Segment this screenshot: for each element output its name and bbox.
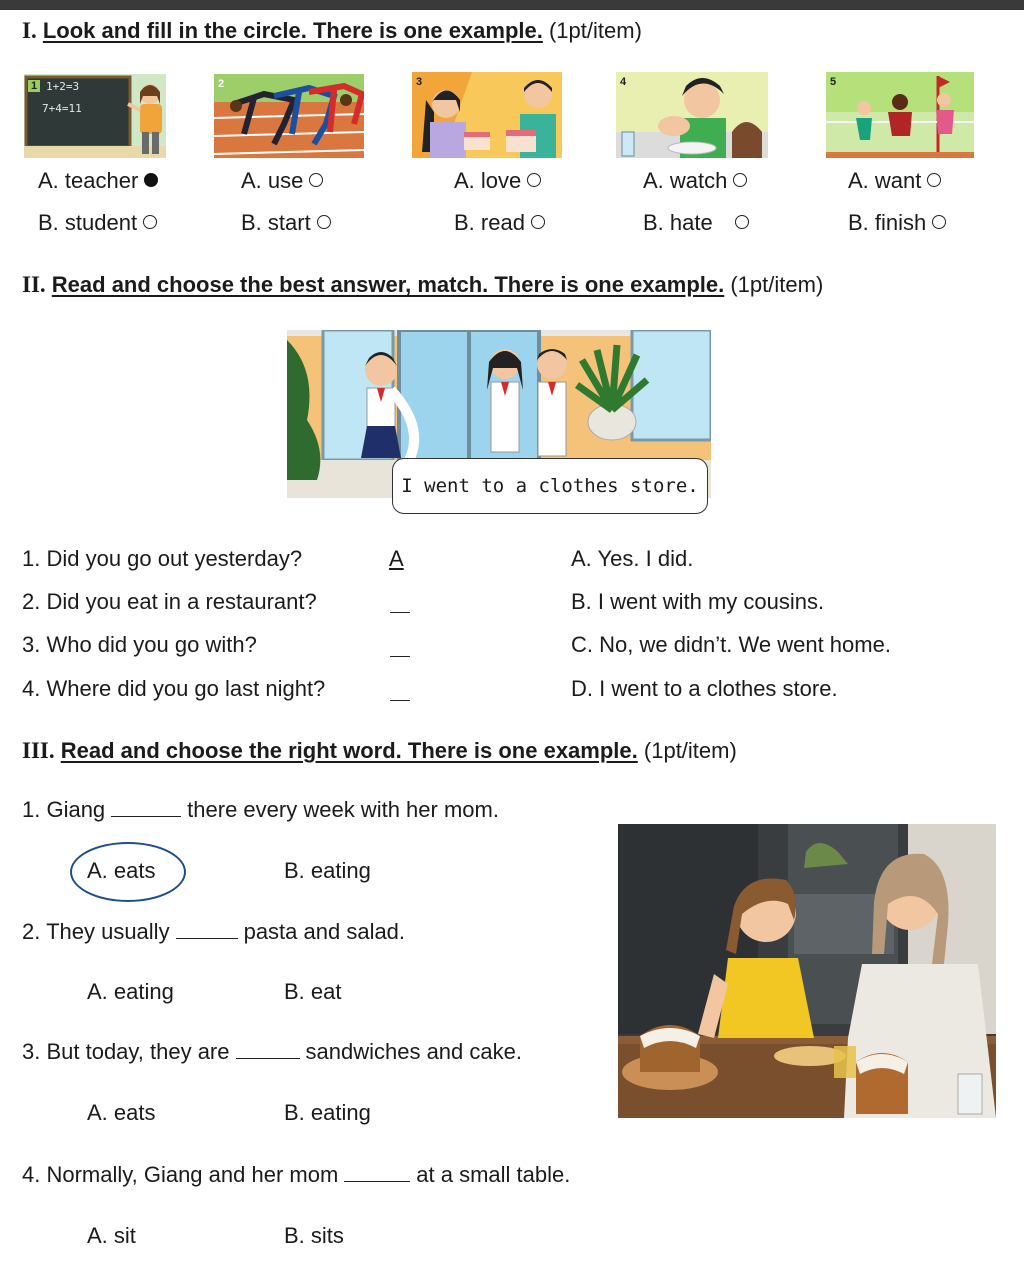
match-answer-2-blank[interactable] xyxy=(390,592,410,613)
fill-option-4a[interactable]: A. sit xyxy=(87,1223,136,1248)
fill-option-3b[interactable]: B. eating xyxy=(284,1100,371,1125)
fill-option-1b[interactable]: B. eating xyxy=(284,858,371,883)
section-3-number: III. xyxy=(22,738,55,763)
fill-question-1-end: there every week with her mom. xyxy=(187,797,499,822)
option-1b[interactable] xyxy=(38,210,157,236)
section-3-heading xyxy=(22,738,737,764)
option-2b[interactable] xyxy=(241,210,331,236)
picture-4-boy-eating xyxy=(616,72,768,158)
board-text-line-2: 7+4=11 xyxy=(42,102,82,115)
match-option-a: A. Yes. I did. xyxy=(571,546,694,571)
fill-question-3-start: 3. But today, they are xyxy=(22,1039,230,1064)
section-3-points: (1pt/item) xyxy=(643,738,737,763)
fill-blank-4[interactable] xyxy=(344,1180,410,1182)
empty-circle-icon[interactable] xyxy=(527,173,541,187)
section-3-title: Read and choose the right word. There is one example. xyxy=(60,738,638,763)
fill-question-4 xyxy=(22,1162,570,1188)
option-4a[interactable] xyxy=(643,168,747,194)
section-1-points: (1pt/item) xyxy=(548,18,642,43)
fill-question-4-start: 4. Normally, Giang and her mom xyxy=(22,1162,339,1187)
picture-3-number: 3 xyxy=(416,76,423,88)
fill-option-4b[interactable]: B. sits xyxy=(284,1223,344,1248)
picture-5-number: 5 xyxy=(830,76,837,88)
picture-1-teacher xyxy=(24,74,166,158)
option-5b[interactable] xyxy=(848,210,946,236)
match-answer-4-blank[interactable] xyxy=(390,680,410,701)
fill-question-2 xyxy=(22,919,405,945)
option-4a-label: A. watch xyxy=(643,168,728,193)
option-5b-label: B. finish xyxy=(848,210,927,235)
empty-circle-icon[interactable] xyxy=(317,215,331,229)
section-2-points: (1pt/item) xyxy=(730,272,824,297)
match-question-3: 3. Who did you go with? xyxy=(22,632,257,657)
fill-question-3 xyxy=(22,1039,522,1065)
fill-option-3a[interactable]: A. eats xyxy=(87,1100,156,1125)
section-2-heading xyxy=(22,272,823,298)
option-4b-label: B. hate xyxy=(643,210,713,235)
match-question-2: 2. Did you eat in a restaurant? xyxy=(22,589,317,614)
fill-question-4-end: at a small table. xyxy=(416,1162,571,1187)
fill-question-2-start: 2. They usually xyxy=(22,919,170,944)
empty-circle-icon[interactable] xyxy=(927,173,941,187)
empty-circle-icon[interactable] xyxy=(309,173,323,187)
option-1a-label: A. teacher xyxy=(38,168,139,193)
fill-question-2-end: pasta and salad. xyxy=(243,919,406,944)
picture-3-eating-cake xyxy=(412,72,562,158)
option-3b-label: B. read xyxy=(454,210,525,235)
option-5a[interactable] xyxy=(848,168,941,194)
picture-2-race-start xyxy=(214,74,364,158)
fill-blank-3[interactable] xyxy=(236,1057,300,1059)
photo-mother-daughter-eating xyxy=(618,824,996,1118)
option-3b[interactable] xyxy=(454,210,545,236)
section-1-heading xyxy=(22,18,642,44)
speech-bubble xyxy=(392,458,708,514)
filled-circle-icon xyxy=(144,173,158,187)
empty-circle-icon[interactable] xyxy=(733,173,747,187)
option-2a[interactable] xyxy=(241,168,323,194)
match-question-4: 4. Where did you go last night? xyxy=(22,676,326,701)
fill-question-3-end: sandwiches and cake. xyxy=(305,1039,522,1064)
fill-option-1a[interactable]: A. eats xyxy=(87,858,156,883)
fill-blank-1[interactable] xyxy=(111,815,181,817)
fill-question-1-start: 1. Giang xyxy=(22,797,106,822)
picture-1-number: 1 xyxy=(28,80,40,92)
option-3a[interactable] xyxy=(454,168,541,194)
match-answer-1[interactable]: A xyxy=(389,546,404,571)
section-2-title: Read and choose the best answer, match. There is one example. xyxy=(51,272,725,297)
picture-4-number: 4 xyxy=(620,76,627,88)
option-2a-label: A. use xyxy=(241,168,304,193)
board-text-line-1: 1+2=3 xyxy=(46,80,80,93)
option-3a-label: A. love xyxy=(454,168,522,193)
picture-5-race-finish xyxy=(826,72,974,158)
match-answer-3-blank[interactable] xyxy=(390,636,410,657)
option-1a[interactable] xyxy=(38,168,158,194)
empty-circle-icon[interactable] xyxy=(932,215,946,229)
fill-blank-2[interactable] xyxy=(176,937,238,939)
match-option-b: B. I went with my cousins. xyxy=(571,589,825,614)
option-2b-label: B. start xyxy=(241,210,311,235)
top-border xyxy=(0,0,1024,10)
empty-circle-icon[interactable] xyxy=(735,215,749,229)
empty-circle-icon[interactable] xyxy=(143,215,157,229)
fill-question-1 xyxy=(22,797,499,823)
speech-bubble-text: I went to a clothes store. xyxy=(401,475,699,497)
section-2-number: II. xyxy=(22,272,46,297)
picture-2-number: 2 xyxy=(218,78,225,90)
match-question-1: 1. Did you go out yesterday? xyxy=(22,546,303,571)
match-option-c: C. No, we didn’t. We went home. xyxy=(571,632,891,657)
empty-circle-icon[interactable] xyxy=(531,215,545,229)
fill-option-2a[interactable]: A. eating xyxy=(87,979,174,1004)
section-1-number: I. xyxy=(22,18,37,43)
option-4b[interactable] xyxy=(643,210,749,236)
option-5a-label: A. want xyxy=(848,168,922,193)
option-1b-label: B. student xyxy=(38,210,138,235)
match-option-d: D. I went to a clothes store. xyxy=(571,676,838,701)
section-1-title: Look and fill in the circle. There is one example. xyxy=(42,18,543,43)
fill-option-2b[interactable]: B. eat xyxy=(284,979,342,1004)
